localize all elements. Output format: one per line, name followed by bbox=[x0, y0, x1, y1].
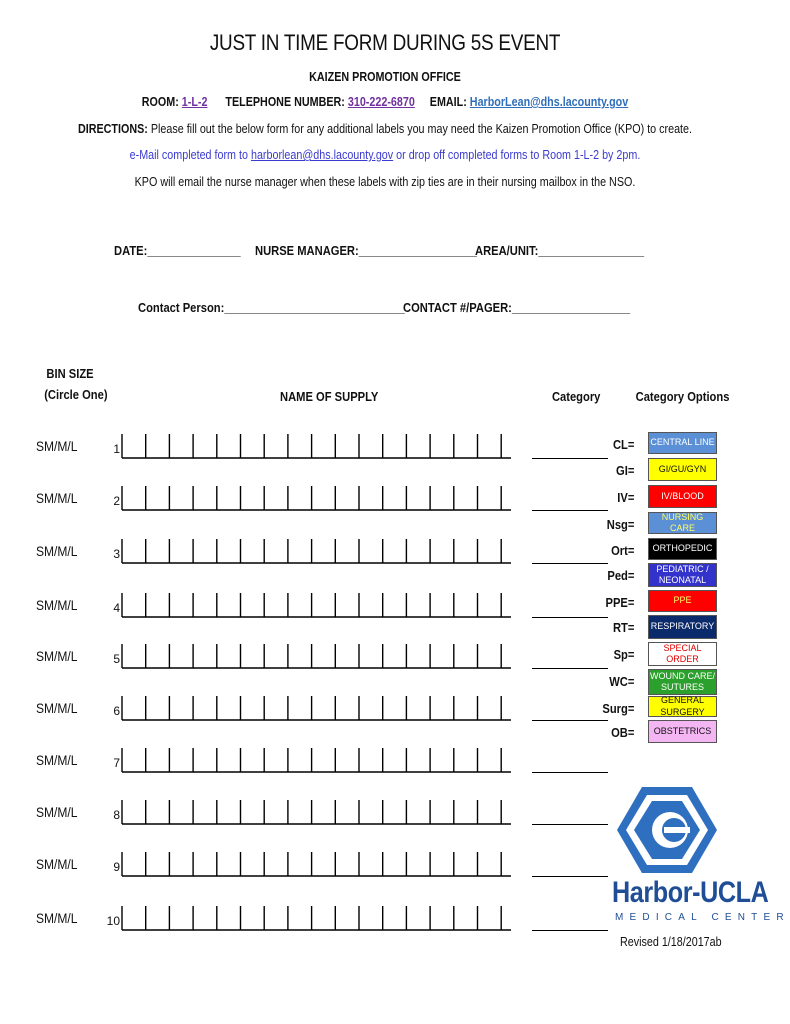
category-input[interactable] bbox=[532, 668, 608, 669]
category-swatch: OBSTETRICS bbox=[648, 720, 717, 743]
revision-note: Revised 1/18/2017ab bbox=[620, 935, 722, 949]
bin-size-option[interactable]: SM/M/L bbox=[36, 700, 78, 716]
form-title: JUST IN TIME FORM DURING 5S EVENT bbox=[209, 30, 561, 55]
row-number: 9 bbox=[113, 860, 120, 874]
category-swatch: NURSING CARE bbox=[648, 512, 717, 534]
category-options-header: Category Options bbox=[635, 389, 730, 404]
supply-name-boxes[interactable] bbox=[121, 535, 511, 563]
category-code: GI= bbox=[616, 463, 635, 478]
row-number: 8 bbox=[113, 808, 120, 822]
harbor-ucla-logo-icon bbox=[612, 785, 722, 875]
supply-name-boxes[interactable] bbox=[121, 640, 511, 668]
category-swatch: IV/BLOOD bbox=[648, 485, 717, 508]
supply-name-boxes[interactable] bbox=[121, 692, 511, 720]
submission-email-link[interactable]: harborlean@dhs.lacounty.gov bbox=[250, 148, 394, 162]
category-code: PPE= bbox=[605, 595, 635, 610]
contact-person-field[interactable]: Contact Person:_____________________________ bbox=[138, 300, 405, 315]
category-input[interactable] bbox=[532, 720, 608, 721]
phone-label: TELEPHONE NUMBER: bbox=[225, 95, 345, 109]
supply-name-boxes[interactable] bbox=[121, 744, 511, 772]
contact-pager-field[interactable]: CONTACT #/PAGER:___________________ bbox=[403, 300, 631, 315]
submission-post: or drop off completed forms to Room 1-L-2 by 2pm. bbox=[393, 148, 641, 162]
bin-size-option[interactable]: SM/M/L bbox=[36, 490, 78, 506]
row-number: 1 bbox=[113, 442, 120, 456]
bin-size-line1: BIN SIZE bbox=[46, 366, 94, 381]
bin-size-option[interactable]: SM/M/L bbox=[36, 804, 78, 820]
contact-line bbox=[54, 95, 716, 109]
category-code: Ort= bbox=[611, 543, 635, 558]
category-swatch: RESPIRATORY bbox=[648, 615, 717, 639]
date-field[interactable]: DATE:_______________ bbox=[114, 243, 241, 258]
category-swatch: PPE bbox=[648, 590, 717, 612]
name-of-supply-header: NAME OF SUPPLY bbox=[280, 389, 379, 404]
category-code: Surg= bbox=[602, 701, 635, 716]
category-code: WC= bbox=[609, 674, 635, 689]
bin-size-option[interactable]: SM/M/L bbox=[36, 597, 78, 613]
category-swatch: GI/GU/GYN bbox=[648, 458, 717, 481]
email-label: EMAIL: bbox=[429, 95, 467, 109]
category-input[interactable] bbox=[532, 510, 608, 511]
supply-name-boxes[interactable] bbox=[121, 430, 511, 458]
supply-name-boxes[interactable] bbox=[121, 848, 511, 876]
category-swatch: ORTHOPEDIC bbox=[648, 538, 717, 560]
office-name: KAIZEN PROMOTION OFFICE bbox=[309, 70, 461, 84]
row-number: 4 bbox=[113, 601, 120, 615]
bin-size-option[interactable]: SM/M/L bbox=[36, 648, 78, 664]
bin-size-header bbox=[44, 366, 108, 402]
category-code: OB= bbox=[611, 725, 635, 740]
row-number: 7 bbox=[113, 756, 120, 770]
category-code: Nsg= bbox=[606, 517, 635, 532]
logo-subtitle: MEDICAL CENTER bbox=[615, 912, 790, 923]
category-swatch: WOUND CARE/ SUTURES bbox=[648, 669, 717, 695]
category-header: Category bbox=[551, 389, 601, 404]
category-input[interactable] bbox=[532, 876, 608, 877]
row-number: 3 bbox=[113, 547, 120, 561]
row-number: 6 bbox=[113, 704, 120, 718]
category-swatch: CENTRAL LINE bbox=[648, 432, 717, 454]
directions-label: DIRECTIONS: bbox=[77, 122, 148, 136]
supply-name-boxes[interactable] bbox=[121, 482, 511, 510]
category-swatch: GENERAL SURGERY bbox=[648, 696, 717, 717]
category-input[interactable] bbox=[532, 617, 608, 618]
email-link[interactable]: HarborLean@dhs.lacounty.gov bbox=[469, 95, 629, 109]
row-number: 10 bbox=[106, 914, 120, 928]
room-value: 1-L-2 bbox=[181, 95, 208, 109]
category-code: Sp= bbox=[613, 647, 635, 662]
bin-size-option[interactable]: SM/M/L bbox=[36, 910, 78, 926]
area-unit-field[interactable]: AREA/UNIT:_________________ bbox=[475, 243, 645, 258]
category-code: RT= bbox=[612, 620, 635, 635]
bin-size-option[interactable]: SM/M/L bbox=[36, 752, 78, 768]
category-code: IV= bbox=[617, 490, 635, 505]
category-code: CL= bbox=[612, 437, 635, 452]
bin-size-line2: (Circle One) bbox=[44, 387, 108, 402]
directions-text: Please fill out the below form for any additional labels you may need the Kaizen Promotion Office (KPO) to create. bbox=[150, 122, 693, 136]
category-input[interactable] bbox=[532, 772, 608, 773]
bin-size-option[interactable]: SM/M/L bbox=[36, 856, 78, 872]
category-input[interactable] bbox=[532, 563, 608, 564]
category-swatch: PEDIATRIC / NEONATAL bbox=[648, 563, 717, 587]
kpo-notice: KPO will email the nurse manager when these labels with zip ties are in their nursing mailbox in the NSO. bbox=[134, 175, 636, 189]
category-input[interactable] bbox=[532, 824, 608, 825]
category-code: Ped= bbox=[607, 568, 635, 583]
harbor-ucla-logo bbox=[612, 785, 722, 880]
room-label: ROOM: bbox=[141, 95, 179, 109]
supply-name-boxes[interactable] bbox=[121, 589, 511, 617]
supply-name-boxes[interactable] bbox=[121, 796, 511, 824]
submission-instructions bbox=[54, 148, 716, 162]
directions bbox=[54, 122, 716, 136]
bin-size-option[interactable]: SM/M/L bbox=[36, 543, 78, 559]
nurse-manager-field[interactable]: NURSE MANAGER:___________________ bbox=[255, 243, 477, 258]
phone-value[interactable]: 310-222-6870 bbox=[347, 95, 415, 109]
category-swatch: SPECIAL ORDER bbox=[648, 642, 717, 666]
submission-pre: e-Mail completed form to bbox=[129, 148, 251, 162]
logo-name: Harbor-UCLA bbox=[612, 876, 769, 909]
bin-size-option[interactable]: SM/M/L bbox=[36, 438, 78, 454]
row-number: 2 bbox=[113, 494, 120, 508]
row-number: 5 bbox=[113, 652, 120, 666]
category-input[interactable] bbox=[532, 930, 608, 931]
supply-name-boxes[interactable] bbox=[121, 902, 511, 930]
category-input[interactable] bbox=[532, 458, 608, 459]
